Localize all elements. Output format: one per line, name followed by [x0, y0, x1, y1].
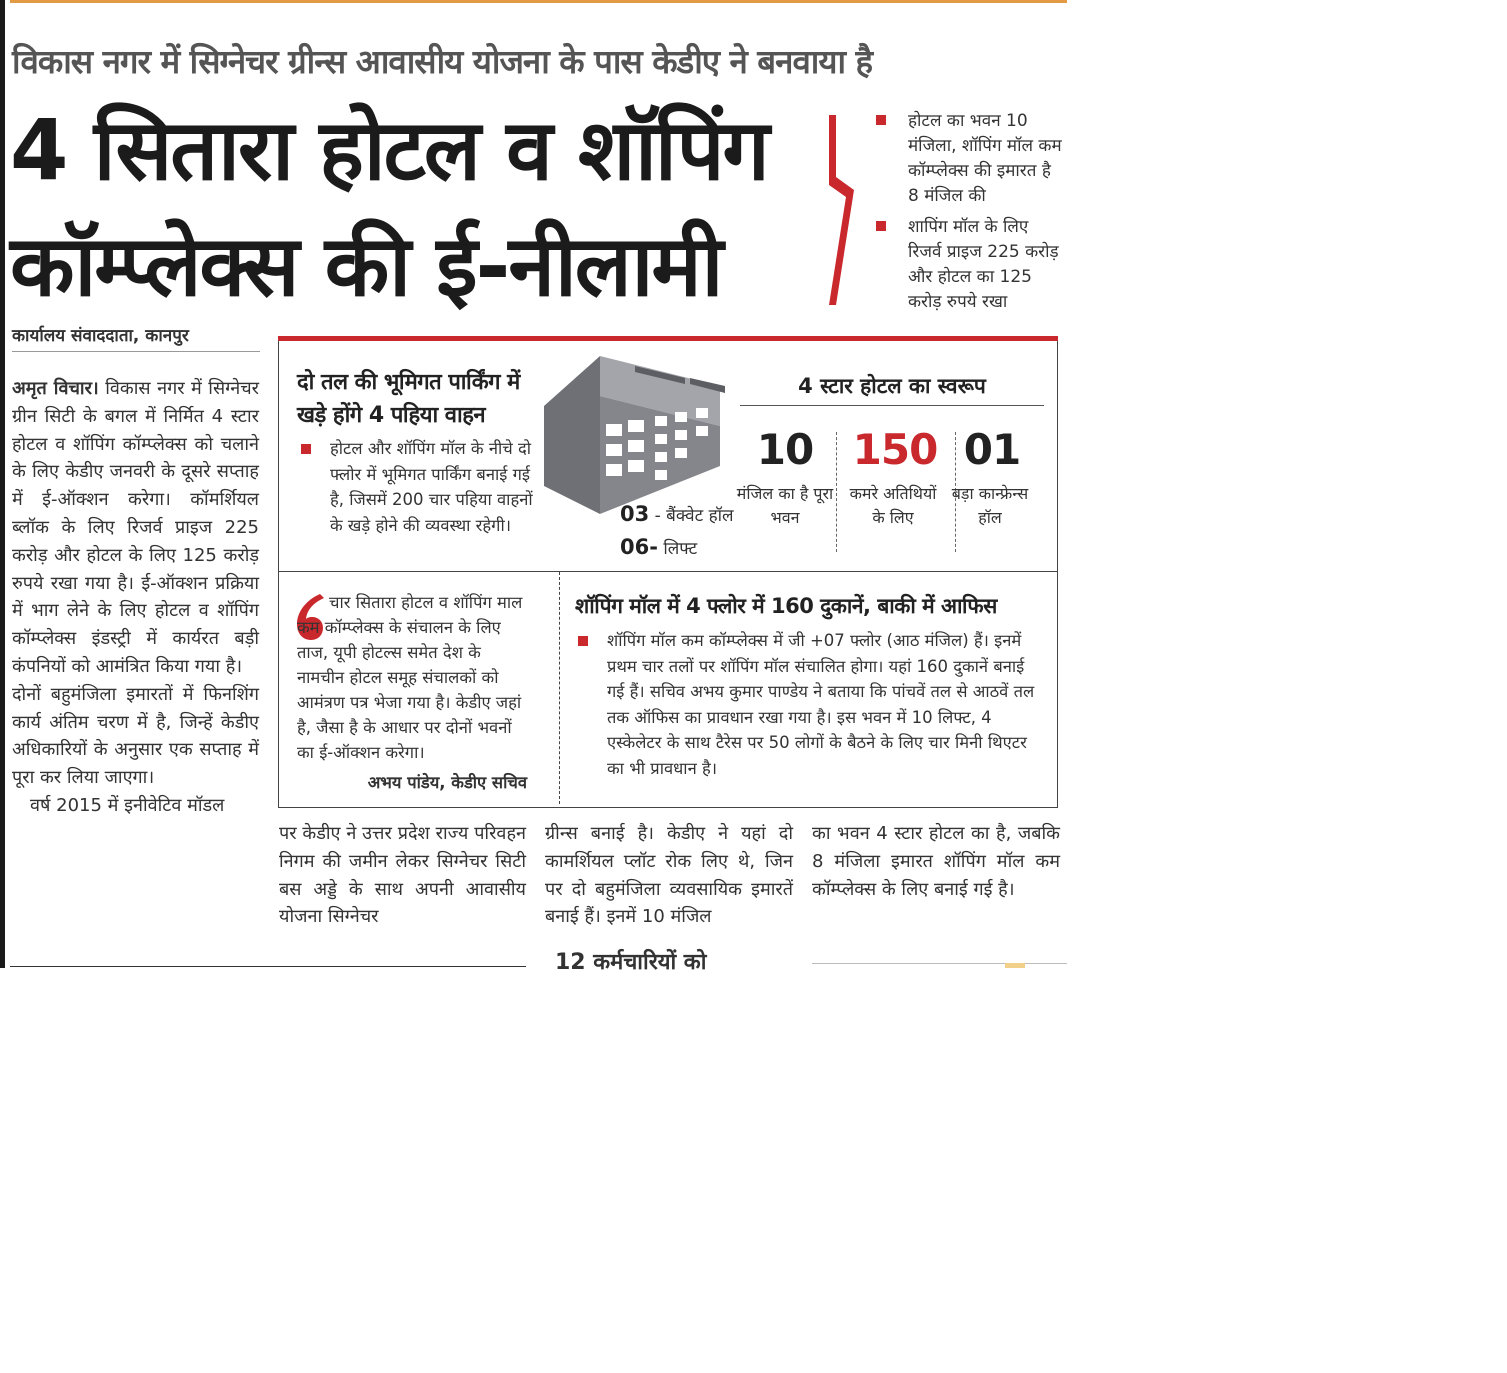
- building-icon: [540, 356, 730, 516]
- parking-text: होटल और शॉपिंग मॉल के नीचे दो फ्लोर में भूमिगत पार्किंग बनाई गई है, जिसमें 200 चार पहिया वाहनों के खड़े होने की व्यवस्था रहेगी।: [330, 439, 533, 535]
- article-column-1: [12, 375, 259, 820]
- page-top-rule: [10, 0, 1067, 3]
- cutoff-image-edge: [1005, 963, 1025, 968]
- article-column-4: का भवन 4 स्टार होटल का है, जबकि 8 मंजिला इमारत शॉपिंग मॉल कम कॉम्प्लेक्स के लिए बनाई गई है।: [812, 823, 1060, 900]
- paragraph: वर्ष 2015 में इनीवेटिव मॉडल: [30, 794, 225, 816]
- mall-text: शॉपिंग मॉल कम कॉम्प्लेक्स में जी +07 फ्लोर (आठ मंजिल) हैं। इनमें प्रथम चार तलों पर शॉपिंग मॉल संचालित होगा। यहां 160 दुकानें बनाई गई हैं। सचिव अभय कुमार पाण्डेय ने बताया कि पांचवें तल से आठवें तल तक ऑफिस का प्रावधान रखा गया है। इस भवन में 10 लिफ्ट, 4 एस्केलेटर के साथ टैरेस पर 50 लोगों के बैठने के लिए चार मिनी थिएटर का भी प्रावधान है।: [607, 631, 1035, 778]
- banquet-hall-count: 03 - बैंक्वेट हॉल: [620, 502, 734, 526]
- section-rule: [10, 966, 526, 967]
- lift-count: 06- लिफ्ट: [620, 535, 698, 559]
- info-box-divider: [278, 571, 1058, 572]
- bullet-square-icon: [876, 115, 886, 125]
- headline-line-1: 4 सितारा होटल व शॉपिंग: [10, 101, 768, 199]
- stat-floors-number: 10: [756, 425, 814, 474]
- byline-rule: [12, 351, 260, 352]
- quote-attribution: अभय पांडेय, केडीए सचिव: [367, 773, 527, 792]
- sidebar-item: शापिंग मॉल के लिए रिजर्व प्राइज 225 करोड़ और होटल का 125 करोड़ रुपये रखा: [876, 215, 1066, 315]
- dateline: अमृत विचार।: [12, 378, 99, 399]
- hotel-features-title: 4 स्टार होटल का स्वरूप: [798, 374, 986, 398]
- sidebar-item: होटल का भवन 10 मंजिला, शॉपिंग मॉल कम कॉम्प्लेक्स की इमारत है 8 मंजिल की: [876, 109, 1066, 209]
- stat-conference-number: 01: [963, 425, 1021, 474]
- bullet-square-icon: [876, 221, 886, 231]
- hotel-features-rule: [740, 405, 1044, 406]
- kicker-headline: विकास नगर में सिग्नेचर ग्रीन्स आवासीय योजना के पास केडीए ने बनवाया है: [12, 42, 873, 81]
- headline-line-2: कॉम्प्लेक्स की ई-नीलामी: [10, 217, 722, 315]
- byline: कार्यालय संवाददाता, कानपुर: [12, 326, 189, 346]
- bullet-square-icon: [578, 636, 588, 646]
- pull-quote: चार सितारा होटल व शॉपिंग माल कम कॉम्प्लेक्स के संचालन के लिए ताज, यूपी होटल्स समेत देश के नामचीन होटल समूह संचालकों को आमंत्रण पत्र भेजा गया है। केडीए जहां है, जैसा है के आधार पर दोनों भवनों का ई-ऑक्शन करेगा।: [297, 593, 523, 762]
- stat-conference-label: बड़ा कान्फ्रेन्स हॉल: [951, 484, 1029, 527]
- info-box-red-rule: [278, 336, 1058, 341]
- paragraph: दोनों बहुमंजिला इमारतों में फिनशिंग कार्य अंतिम चरण में है, जिन्हें केडीए अधिकारियों के अनुसार एक सप्ताह में पूरा कर लिया जाएगा।: [12, 683, 259, 789]
- bullet-square-icon: [301, 444, 311, 454]
- paragraph: अमृत विचार। विकास नगर में सिग्नेचर ग्रीन सिटी के बगल में निर्मित 4 स्टार होटल व शॉपिंग कॉम्प्लेक्स को चलाने के लिए केडीए जनवरी के दूसरे सप्ताह में ई-ऑक्शन करेगा। कॉमर्शियल ब्लॉक के लिए रिजर्व प्राइज 225 करोड़ और होटल के लिए 125 करोड़ रुपये रखा गया है। ई-ऑक्शन प्रक्रिया में भाग लेने के लिए होटल व शॉपिंग कॉम्प्लेक्स इंडस्ट्री में कार्यरत बड़ी कंपनियों को आमंत्रित किया गया है।: [12, 378, 259, 677]
- mall-title: शॉपिंग मॉल में 4 फ्लोर में 160 दुकानें, बाकी में आफिस: [575, 594, 997, 618]
- page-left-rule: [0, 0, 5, 968]
- article-column-3: ग्रीन्स बनाई है। केडीए ने यहां दो कामर्शियल प्लॉट रोक लिए थे, जिन पर दो बहुमंजिला व्यवसायिक इमारतें बनाई हैं। इनमें 10 मंजिल: [545, 823, 793, 928]
- parking-title: दो तल की भूमिगत पार्किंग में खड़े होंगे 4 पहिया वाहन: [297, 370, 520, 428]
- red-bolt-divider: [826, 115, 860, 305]
- stat-rooms-number: 150: [852, 425, 938, 474]
- stat-floors-label: मंजिल का है पूरा भवन: [736, 484, 834, 527]
- article-column-2: पर केडीए ने उत्तर प्रदेश राज्य परिवहन निगम की जमीन लेकर सिग्नेचर सिटी बस अड्डे के साथ अपनी आवासीय योजना सिग्नेचर: [279, 823, 526, 928]
- main-headline: [10, 92, 810, 324]
- section-rule: [812, 963, 1067, 964]
- stat-rooms-label: कमरे अतिथियों के लिए: [849, 484, 937, 527]
- stat-divider: [836, 432, 837, 552]
- next-headline-cutoff: 12 कर्मचारियों को: [555, 950, 707, 975]
- info-box-column-divider: [559, 572, 560, 804]
